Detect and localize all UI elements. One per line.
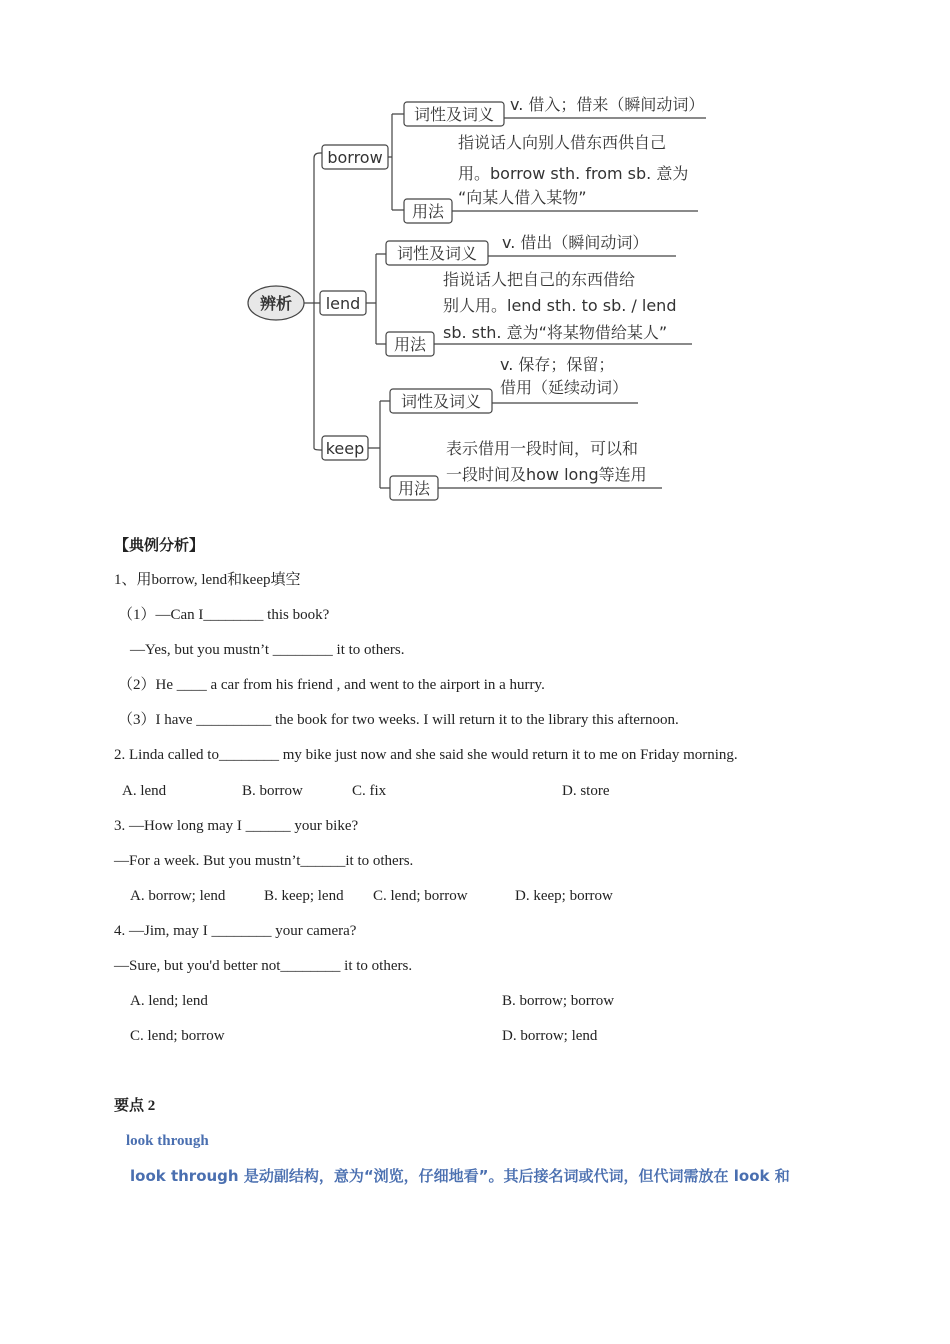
mind-map-diagram bbox=[246, 88, 716, 503]
q1-b: （2）He ____ a car from his friend , and went to the airport in a hurry. bbox=[118, 677, 545, 693]
q4-option-c: C. lend; borrow bbox=[130, 1028, 225, 1044]
keep-usage-label: 用法 bbox=[397, 479, 431, 498]
keep-pos-label: 词性及词义 bbox=[400, 392, 482, 411]
q4-option-b: B. borrow; borrow bbox=[502, 993, 615, 1009]
q4-stem2: —Sure, but you'd better not________ it to others. bbox=[114, 958, 413, 974]
q3-stem2: —For a week. But you mustn’t______it to others. bbox=[114, 853, 414, 869]
keep-word: keep bbox=[325, 439, 365, 458]
q1-c: （3）I have __________ the book for two weeks. I will return it to the library this afternoon. bbox=[118, 712, 679, 728]
borrow-usage-label: 用法 bbox=[411, 202, 445, 221]
q3-stem: 3. —How long may I ______ your bike? bbox=[114, 818, 359, 834]
section-title: 【典例分析】 bbox=[114, 536, 205, 554]
borrow-usage-1: 指说话人向别人借东西供自己 bbox=[458, 133, 667, 152]
lend-usage-3: sb. sth. 意为“将某物借给某人” bbox=[443, 323, 668, 342]
q2-option-c: C. fix bbox=[352, 783, 387, 799]
point2-phrase: look through bbox=[126, 1133, 209, 1149]
borrow-pos-label: 词性及词义 bbox=[413, 105, 495, 124]
q1-a: （1）—Can I________ this book? bbox=[118, 607, 330, 623]
borrow-usage-2: 用。borrow sth. from sb. 意为 bbox=[458, 164, 689, 183]
lend-pos-label: 词性及词义 bbox=[396, 244, 478, 263]
q1-a2: —Yes, but you mustn’t ________ it to others. bbox=[130, 642, 405, 658]
lend-usage-label: 用法 bbox=[393, 335, 427, 354]
keep-pos-2: 借用（延续动词） bbox=[500, 378, 629, 397]
keep-pos-1: v. 保存；保留； bbox=[500, 355, 615, 374]
q2-option-d: D. store bbox=[562, 783, 610, 799]
borrow-word: borrow bbox=[327, 148, 383, 167]
q1-title: 1、用borrow, lend和keep填空 bbox=[114, 572, 301, 588]
borrow-usage-3: “向某人借入某物” bbox=[458, 188, 587, 207]
q3-option-d: D. keep; borrow bbox=[515, 888, 613, 904]
q2-option-a: A. lend bbox=[122, 783, 167, 799]
q4-option-a: A. lend; lend bbox=[130, 993, 208, 1009]
q2-stem: 2. Linda called to________ my bike just now and she said she would return it to me on Friday morning. bbox=[114, 747, 738, 763]
keep-usage-2: 一段时间及how long等连用 bbox=[446, 465, 647, 484]
q3-option-a: A. borrow; lend bbox=[130, 888, 226, 904]
q2-option-b: B. borrow bbox=[242, 783, 303, 799]
point2-desc: look through 是动副结构，意为“浏览，仔细地看”。其后接名词或代词，但代词需放在 look 和 bbox=[130, 1167, 790, 1185]
q4-option-d: D. borrow; lend bbox=[502, 1028, 598, 1044]
q4-stem: 4. —Jim, may I ________ your camera? bbox=[114, 923, 357, 939]
lend-word: lend bbox=[325, 294, 361, 313]
q3-option-c: C. lend; borrow bbox=[373, 888, 468, 904]
lend-usage-1: 指说话人把自己的东西借给 bbox=[443, 270, 636, 289]
lend-pos: v. 借出（瞬间动词） bbox=[502, 233, 649, 252]
point2-title: 要点 2 bbox=[114, 1098, 156, 1114]
lend-usage-2: 别人用。lend sth. to sb. / lend bbox=[443, 296, 677, 315]
q3-option-b: B. keep; lend bbox=[264, 888, 344, 904]
root-label: 辨析 bbox=[259, 294, 293, 313]
keep-usage-1: 表示借用一段时间，可以和 bbox=[446, 439, 639, 458]
borrow-pos: v. 借入；借来（瞬间动词） bbox=[510, 95, 705, 114]
